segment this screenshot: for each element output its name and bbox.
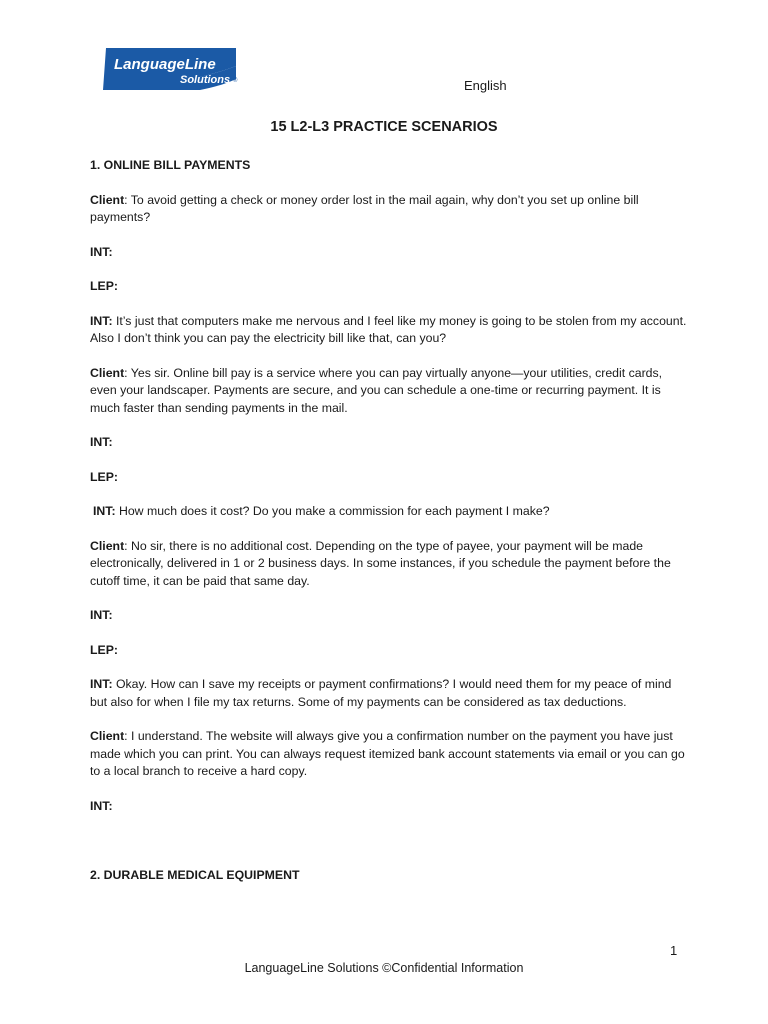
speaker-label: Client [90,538,125,553]
dialogue-line [90,365,690,418]
dialogue-line [90,434,690,452]
logo-line2: Solutions [180,74,231,86]
speaker-label: Client [90,365,125,380]
speaker-label: Client [90,192,125,207]
languageline-logo [102,44,240,94]
speaker-separator: : [124,729,128,743]
dialogue-line [90,676,690,711]
dialogue-line [90,728,690,781]
dialogue-line [90,642,690,660]
speaker-label: INT: [90,244,113,259]
logo-line1: LanguageLine [114,56,216,73]
speaker-label: INT: [90,608,113,622]
section-1 [90,157,690,832]
line-text: Yes sir. Online bill pay is a service where you can pay virtually anyone—your utilities, credit cards, even your landscaper. Payments are secure, and you can schedule a one-time or recurring payment. It is much faster than sending payments in the mail. [90,365,663,415]
speaker-label: Client [90,729,125,743]
line-text: How much does it cost? Do you make a commission for each payment I make? [115,504,550,518]
section-1-heading: 1. ONLINE BILL PAYMENTS [90,158,251,172]
line-text: It’s just that computers make me nervous and I feel like my money is going to be stolen from my account. Also I don’t think you can pay the electricity bill like that, can you? [90,313,687,345]
speaker-label: INT: [93,504,116,518]
speaker-separator: : [124,538,128,553]
line-text: No sir, there is no additional cost. Depending on the type of payee, your payment will be made electronically, delivered in 1 or 2 business days. In some instances, if you schedule the payment before the cutoff time, it can be paid that same day. [90,538,671,588]
footer-text: LanguageLine Solutions ©Confidential Information [244,961,524,975]
speaker-label: INT: [90,313,113,328]
speaker-separator: : [124,192,128,207]
line-text: Okay. How can I save my receipts or payment confirmations? I would need them for my peace of mind but also for when I file my tax returns. Some of my payments can be considered as tax deductions. [90,677,672,709]
speaker-label: INT: [90,435,113,449]
speaker-label: INT: [90,798,113,813]
line-text: To avoid getting a check or money order lost in the mail again, why don’t you set up online bill payments? [90,192,639,224]
speaker-label: LEP: [90,642,119,657]
dialogue-line [90,538,690,591]
dialogue-line [90,469,690,487]
speaker-label: LEP: [90,469,119,484]
dialogue-line [90,192,690,227]
speaker-label: INT: [90,677,113,691]
page-number: 1 [670,943,678,958]
speaker-label: LEP: [90,279,119,293]
section-2-heading: 2. DURABLE MEDICAL EQUIPMENT [90,868,300,882]
logo-registered-mark: ® [233,78,238,84]
document-title: 15 L2-L3 PRACTICE SCENARIOS [270,119,498,135]
dialogue-line [90,798,690,816]
dialogue-line [90,244,690,262]
speaker-separator: : [124,365,128,380]
dialogue-line [90,503,690,521]
language-label: English [464,78,507,93]
line-text: I understand. The website will always give you a confirmation number on the payment you have just made which you can print. You can always request itemized bank account statements via email or you can go to a local branch to receive a hard copy. [90,729,685,778]
dialogue-line [90,607,690,625]
dialogue-line [90,313,690,348]
dialogue-line [90,278,690,296]
